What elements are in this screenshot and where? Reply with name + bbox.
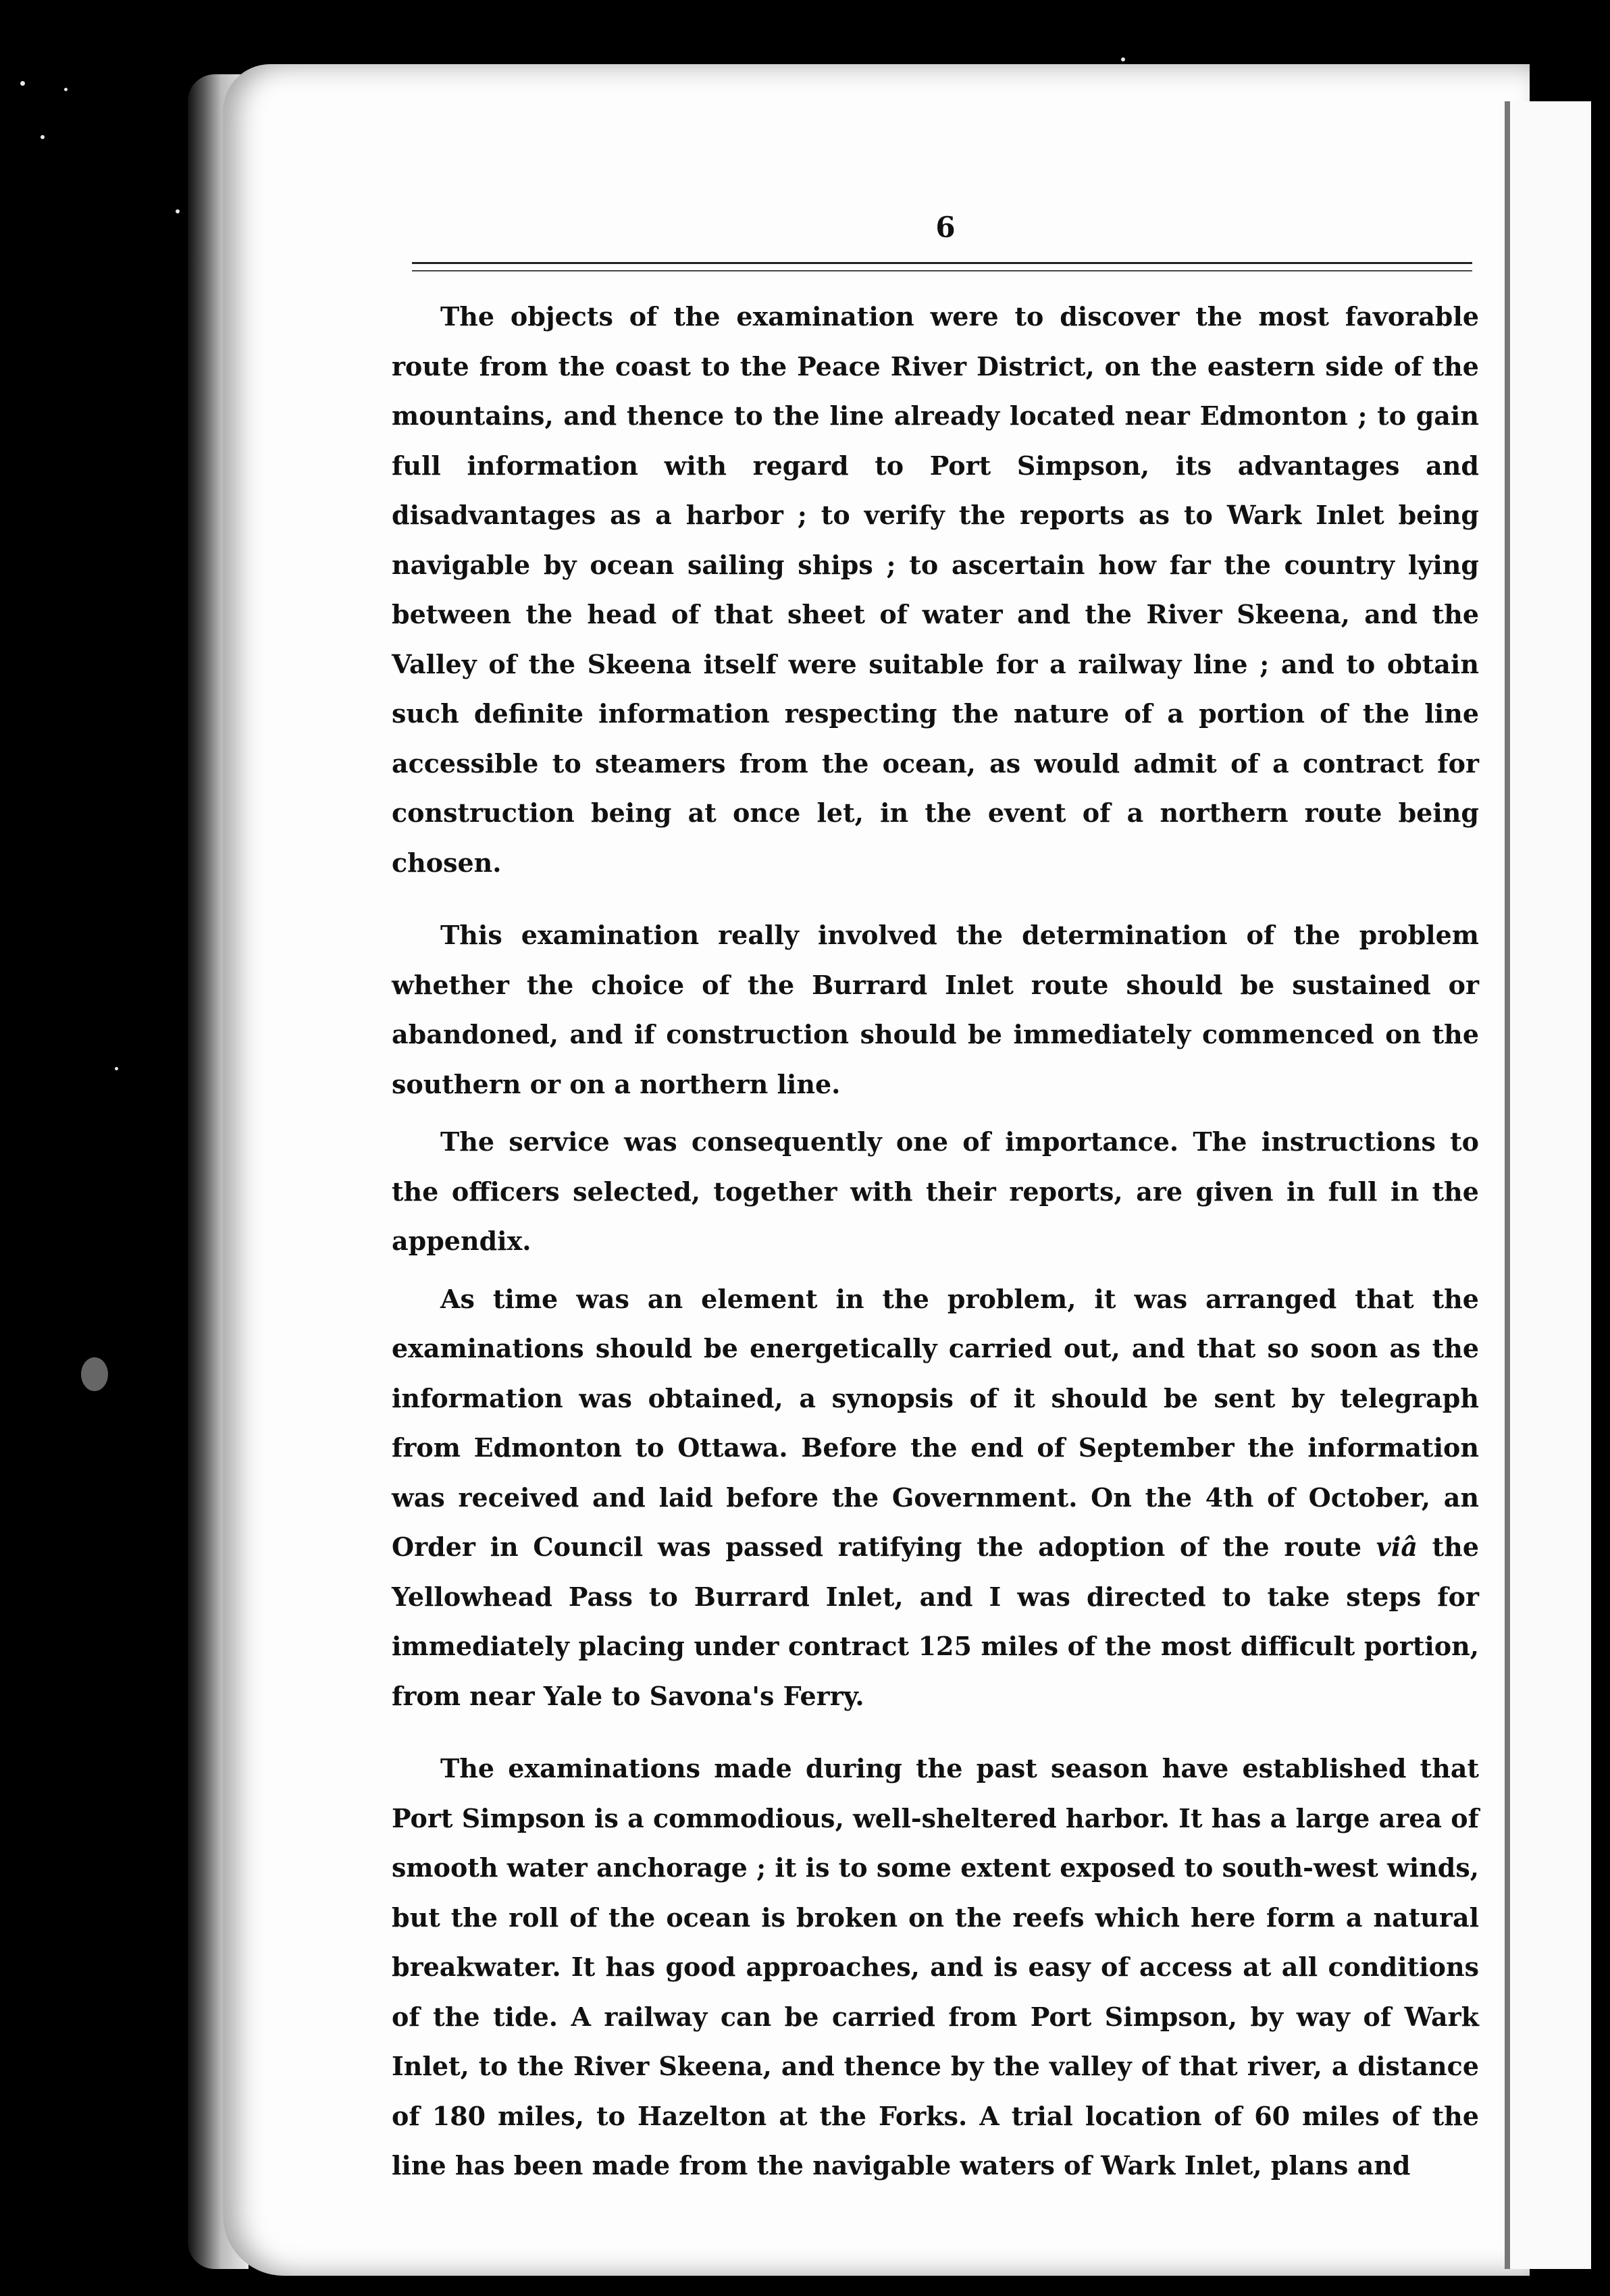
scan-speck (41, 135, 45, 139)
paragraph-time-italic: viâ (1376, 1532, 1418, 1562)
scan-speck (20, 81, 25, 86)
scan-speck (115, 1067, 118, 1070)
header-rule-top (412, 262, 1472, 264)
body-text (392, 292, 1479, 2191)
header-rule-bottom (412, 270, 1472, 271)
scan-speck (81, 1357, 108, 1391)
paragraph-time-after: the Yellowhead Pass to Burrard Inlet, and I was directed to take steps for immediately placing under contract 125 miles of the most difficult portion, from near Yale to Savona's Ferry. (392, 1532, 1479, 1711)
paragraph-port-simpson: The examinations made during the past season have established that Port Simpson is a commodious, well-sheltered harbor. It has a large area of smooth water anchorage ; it is to some extent exposed to south-west winds, but the roll of the ocean is broken on the reefs which here form a natural breakwater. It has good approaches, and is easy of access at all conditions of the tide. A railway can be carried from Port Simpson, by way of Wark Inlet, to the River Skeena, and thence by the valley of that river, a distance of 180 miles, to Hazelton at the Forks. A trial location of 60 miles of the line has been made from the navigable waters of Wark Inlet, plans and (392, 1753, 1479, 2181)
page-fold-line (1505, 101, 1510, 2269)
paragraph-time (392, 1274, 1479, 1721)
paragraph-time-before: As time was an element in the problem, it was arranged that the examinations should be energetically carried out, and that so soon as the information was obtained, a synopsis of it should be sent by telegraph from Edmonton to Ottawa. Before the end of September the information was received and laid before the Government. On the 4th of October, an Order in Council was passed ratifying the adoption of the route (392, 1283, 1479, 1562)
paragraph-service: The service was consequently one of importance. The instructions to the officers selected, together with their reports, are given in full in the appendix. (392, 1126, 1479, 1256)
scan-speck (1121, 57, 1125, 61)
scan-speck (64, 88, 68, 91)
next-page-strip (1510, 101, 1591, 2269)
paragraph-examination: This examination really involved the determination of the problem whether the choice of the Burrard Inlet route should be sustained or abandoned, and if construction should be immediately commenced on the southern or on a northern line. (392, 920, 1479, 1099)
scan-speck (176, 209, 180, 213)
paragraph-objects: The objects of the examination were to discover the most favorable route from the coast to the Peace River District, on the eastern side of the mountains, and thence to the line already located near Edmonton ; to gain full information with regard to Port Simpson, its advantages and disadvantages as a harbor ; to verify the reports as to Wark Inlet being navigable by ocean sailing ships ; to ascertain how far the country lying between the head of that sheet of water and the River Skeena, and the Valley of the Skeena itself were suitable for a railway line ; and to obtain such definite information respecting the nature of a portion of the line accessible to steamers from the ocean, as would admit of a contract for construction being at once let, in the event of a northern route being chosen. (392, 301, 1479, 878)
page-number: 6 (935, 211, 956, 244)
